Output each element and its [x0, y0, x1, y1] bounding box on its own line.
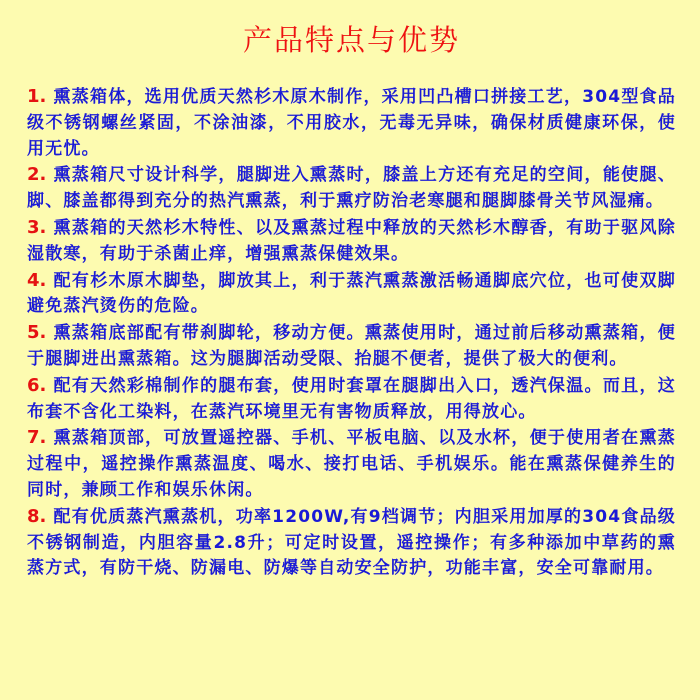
feature-text: 熏蒸箱尺寸设计科学，腿脚进入熏蒸时，膝盖上方还有充足的空间，能使腿、脚、膝盖都得到充分的热汽熏蒸，利于熏疗防治老寒腿和腿脚膝骨关节风湿痛。	[27, 165, 676, 212]
feature-number: 4.	[27, 269, 47, 291]
feature-text: 配有杉木原木脚垫，脚放其上，利于蒸汽熏蒸激活畅通脚底穴位，也可使双脚避免蒸汽烫伤的危险。	[27, 270, 676, 317]
feature-number: 7.	[27, 427, 47, 449]
feature-number: 8.	[27, 505, 47, 527]
feature-item-7	[27, 425, 676, 503]
feature-text: 熏蒸箱底部配有带刹脚轮，移动方便。熏蒸使用时，通过前后移动熏蒸箱，便于腿脚进出熏蒸箱。这为腿脚活动受限、抬腿不便者，提供了极大的便利。	[27, 323, 676, 369]
feature-item-3	[27, 215, 676, 268]
feature-item-2	[27, 162, 676, 215]
feature-list	[27, 84, 676, 582]
feature-number: 3.	[27, 216, 47, 238]
feature-number: 5.	[27, 322, 47, 344]
feature-text: 配有优质蒸汽熏蒸机，功率1200W,有9档调节；内胆采用加厚的304食品级不锈钢制造，内胆容量2.8升；可定时设置，遥控操作；有多种添加中草药的熏蒸方式，有防干烧、防漏电、防爆等自动安全防护，功能丰富，安全可靠耐用。	[27, 506, 676, 579]
feature-item-6	[27, 373, 676, 426]
feature-text: 熏蒸箱体，选用优质天然杉木原木制作，采用凹凸槽口拼接工艺，304型食品级不锈钢螺丝紧固，不涂油漆，不用胶水，无毒无异味，确保材质健康环保，使用无忧。	[27, 87, 677, 159]
feature-number: 6.	[27, 374, 47, 396]
feature-item-5	[27, 320, 676, 373]
feature-number: 2.	[27, 164, 47, 186]
feature-text: 配有天然彩棉制作的腿布套，使用时套罩在腿脚出入口，透汽保温。而且，这布套不含化工染料，在蒸汽环境里无有害物质释放，用得放心。	[27, 375, 676, 422]
feature-item-4	[27, 268, 676, 321]
feature-number: 1.	[27, 86, 47, 107]
feature-text: 熏蒸箱的天然杉木特性、以及熏蒸过程中释放的天然杉木醇香，有助于驱风除湿散寒，有助于杀菌止痒，增强熏蒸保健效果。	[27, 217, 676, 264]
feature-item-8	[27, 504, 676, 582]
feature-item-1	[27, 84, 676, 162]
page-title: 产品特点与优势	[242, 23, 460, 57]
feature-text: 熏蒸箱顶部，可放置遥控器、手机、平板电脑、以及水杯，便于使用者在熏蒸过程中，遥控操作熏蒸温度、喝水、接打电话、手机娱乐。能在熏蒸保健养生的同时，兼顾工作和娱乐休闲。	[27, 428, 676, 500]
